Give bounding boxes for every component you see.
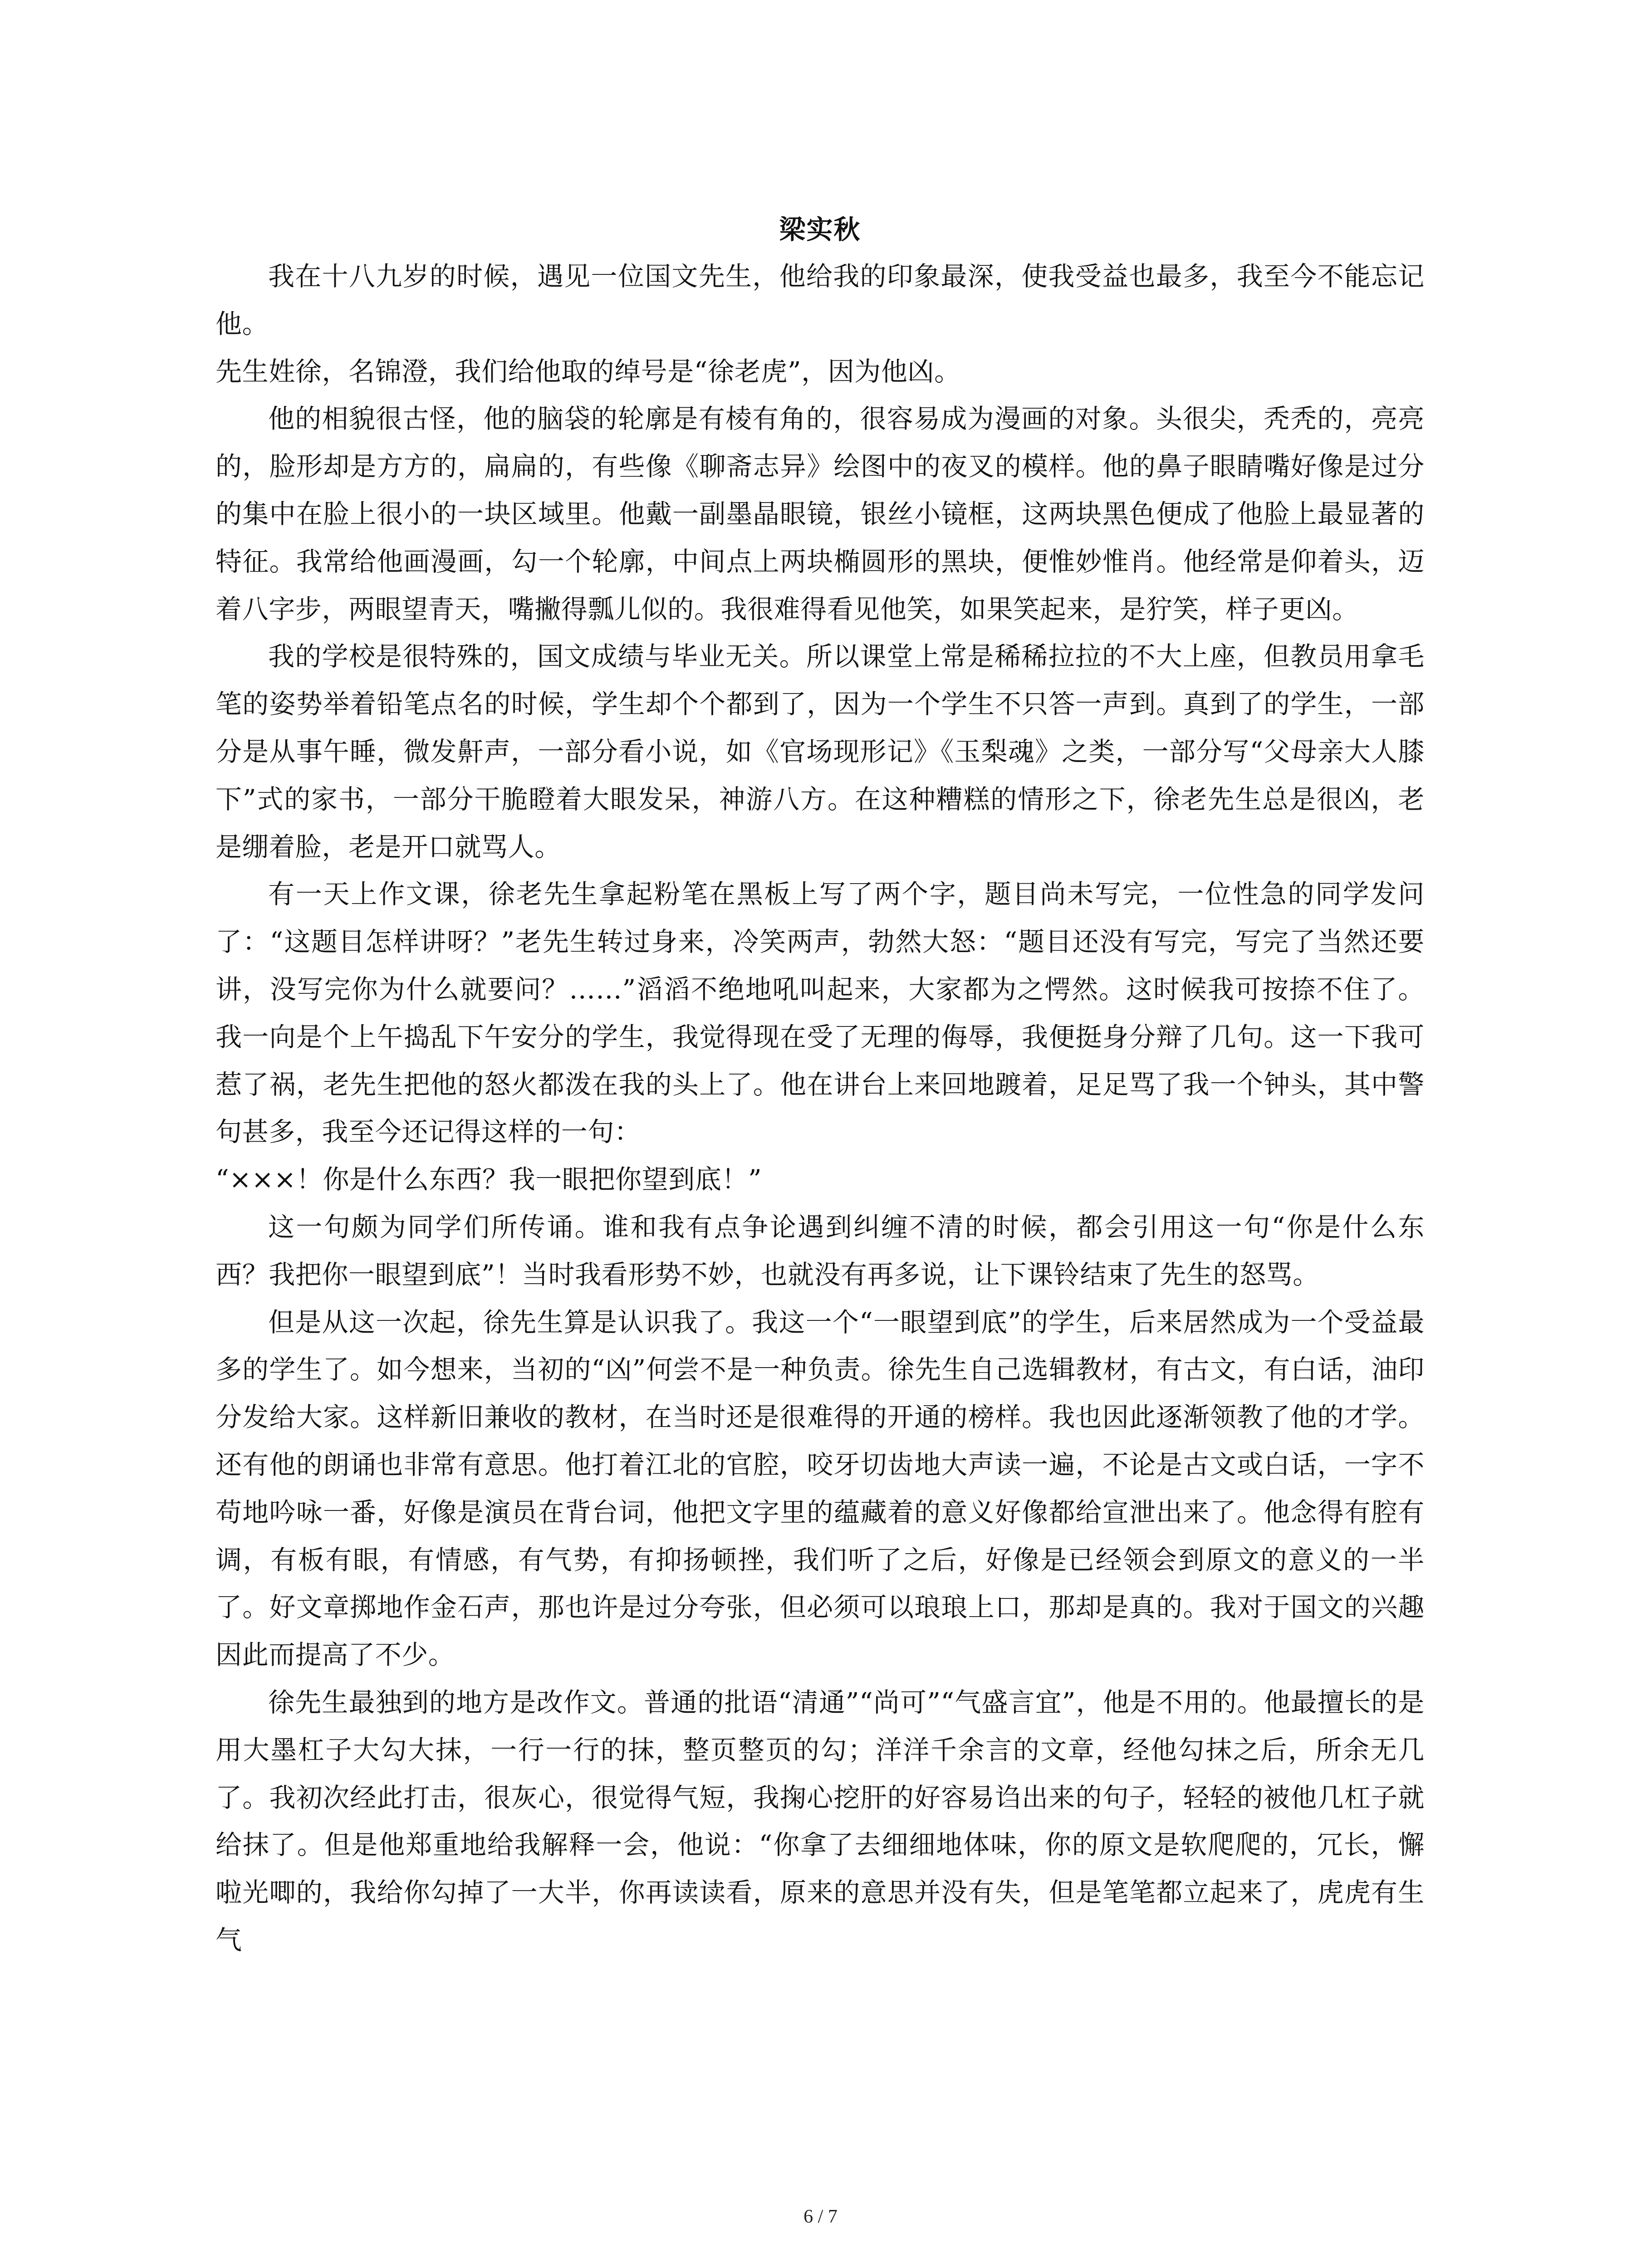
paragraph: “×××！你是什么东西？我一眼把你望到底！” bbox=[216, 1164, 762, 1195]
document-body bbox=[216, 206, 1425, 1964]
paragraph: 他的相貌很古怪，他的脑袋的轮廓是有棱有角的，很容易成为漫画的对象。头很尖，秃秃的，亮亮的，脸形却是方方的，扁扁的，有些像《聊斋志异》绘图中的夜叉的模样。他的鼻子眼睛嘴好像是过分的集中在脸上很小的一块区域里。他戴一副墨晶眼镜，银丝小镜框，这两块黑色便成了他脸上最显著的特征。我常给他画漫画，勾一个轮廓，中间点上两块椭圆形的黑块，便惟妙惟肖。他经常是仰着头，迈着八字步，两眼望青天，嘴撇得瓢儿似的。我很难得看见他笑，如果笑起来，是狞笑，样子更凶。 bbox=[216, 403, 1425, 625]
paragraph: 但是从这一次起，徐先生算是认识我了。我这一个“一眼望到底”的学生，后来居然成为一个受益最多的学生了。如今想来，当初的“凶”何尝不是一种负责。徐先生自己选辑教材，有古文，有白话，油印分发给大家。这样新旧兼收的教材，在当时还是很难得的开通的榜样。我也因此逐渐领教了他的才学。还有他的朗诵也非常有意思。他打着江北的官腔，咬牙切齿地大声读一遍，不论是古文或白话，一字不苟地吟咏一番，好像是演员在背台词，他把文字里的蕴藏着的意义好像都给宣泄出来了。他念得有腔有调，有板有眼，有情感，有气势，有抑扬顿挫，我们听了之后，好像是已经领会到原文的意义的一半了。好文章掷地作金石声，那也许是过分夸张，但必须可以琅琅上口，那却是真的。我对于国文的兴趣因此而提高了不少。 bbox=[216, 1306, 1425, 1671]
paragraph: 徐先生最独到的地方是改作文。普通的批语“清通”“尚可”“气盛言宜”，他是不用的。他最擅长的是用大墨杠子大勾大抹，一行一行的抹，整页整页的勾；洋洋千余言的文章，经他勾抹之后，所余无几了。我初次经此打击，很灰心，很觉得气短，我掬心挖肝的好容易诌出来的句子，轻轻的被他几杠子就给抹了。但是他郑重地给我解释一会，他说：“你拿了去细细地体味，你的原文是软爬爬的，冗长，懈啦光唧的，我给你勾掉了一大半，你再读读看，原来的意思并没有失，但是笔笔都立起来了，虎虎有生气 bbox=[216, 1686, 1425, 1955]
paragraph: 先生姓徐，名锦澄，我们给他取的绰号是“徐老虎”，因为他凶。 bbox=[216, 356, 961, 387]
paragraph: 我的学校是很特殊的，国文成绩与毕业无关。所以课堂上常是稀稀拉拉的不大上座，但教员用拿毛笔的姿势举着铅笔点名的时候，学生却个个都到了，因为一个学生不只答一声到。真到了的学生，一部分是从事午睡，微发鼾声，一部分看小说，如《官场现形记》《玉梨魂》之类，一部分写“父母亲大人膝下”式的家书，一部分干脆瞪着大眼发呆，神游八方。在这种糟糕的情形之下，徐老先生总是很凶，老是绷着脸，老是开口就骂人。 bbox=[216, 641, 1425, 862]
paragraph: 有一天上作文课，徐老先生拿起粉笔在黑板上写了两个字，题目尚未写完，一位性急的同学发问了：“这题目怎样讲呀？”老先生转过身来，冷笑两声，勃然大怒：“题目还没有写完，写完了当然还要讲，没写完你为什么就要问？……”滔滔不绝地吼叫起来，大家都为之愕然。这时候我可按捺不住了。我一向是个上午捣乱下午安分的学生，我觉得现在受了无理的侮辱，我便挺身分辩了几句。这一下我可惹了祸，老先生把他的怒火都泼在我的头上了。他在讲台上来回地踱着，足足骂了我一个钟头，其中警句甚多，我至今还记得这样的一句： bbox=[216, 879, 1425, 1148]
paragraph: 我在十八九岁的时候，遇见一位国文先生，他给我的印象最深，使我受益也最多，我至今不能忘记他。 bbox=[216, 261, 1425, 339]
document-title: 梁实秋 bbox=[779, 214, 861, 245]
page-number: 6 / 7 bbox=[803, 2206, 838, 2227]
paragraph: 这一句颇为同学们所传诵。谁和我有点争论遇到纠缠不清的时候，都会引用这一句“你是什么东西？我把你一眼望到底”！当时我看形势不妙，也就没有再多说，让下课铃结束了先生的怒骂。 bbox=[216, 1211, 1425, 1290]
paragraph-list bbox=[216, 253, 1425, 1964]
